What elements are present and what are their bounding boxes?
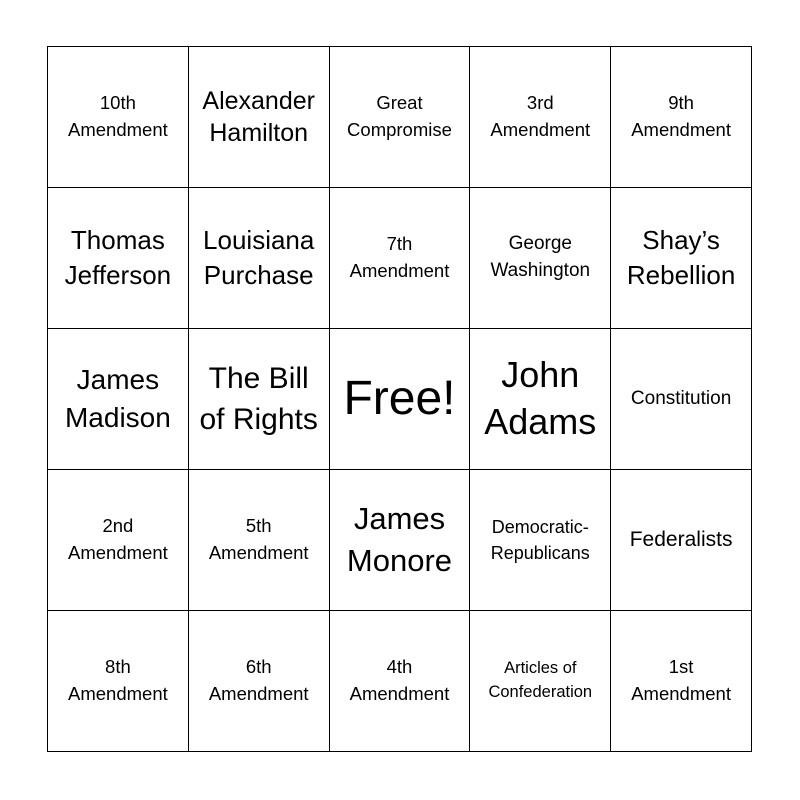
bingo-board	[47, 46, 752, 752]
bingo-cell[interactable]	[470, 188, 611, 329]
cell-label: 1st Amendment	[631, 656, 731, 704]
cell-label: The Bill of Rights	[199, 361, 318, 436]
cell-label: 5th Amendment	[208, 515, 309, 563]
cell-label: 3rd Amendment	[490, 92, 591, 140]
cell-label: 4th Amendment	[349, 656, 450, 704]
bingo-cell[interactable]	[48, 329, 189, 470]
cell-label: 10th Amendment	[68, 92, 168, 140]
bingo-cell[interactable]	[470, 611, 611, 752]
cell-label: 2nd Amendment	[68, 515, 168, 563]
cell-label: Alexander Hamilton	[202, 86, 315, 147]
cell-label: Louisiana Purchase	[203, 224, 315, 290]
cell-label: Constitution	[630, 387, 732, 409]
bingo-cell[interactable]	[48, 470, 189, 611]
bingo-cell[interactable]	[189, 188, 330, 329]
free-label: Free!	[343, 371, 456, 425]
bingo-cell[interactable]	[330, 470, 471, 611]
cell-label: Shay’s Rebellion	[626, 224, 736, 290]
bingo-cell[interactable]	[189, 47, 330, 188]
bingo-cell[interactable]	[611, 329, 752, 470]
bingo-cell[interactable]	[611, 611, 752, 752]
free-space[interactable]	[330, 329, 471, 470]
bingo-cell[interactable]	[330, 611, 471, 752]
bingo-cell[interactable]	[470, 329, 611, 470]
cell-label: Articles of Confederation	[488, 659, 593, 701]
cell-label: Thomas Jefferson	[64, 224, 172, 290]
bingo-cell[interactable]	[611, 470, 752, 611]
bingo-cell[interactable]	[48, 611, 189, 752]
bingo-cell[interactable]	[189, 470, 330, 611]
bingo-cell[interactable]	[48, 188, 189, 329]
bingo-cell[interactable]	[611, 188, 752, 329]
bingo-cell[interactable]	[48, 47, 189, 188]
bingo-cell[interactable]	[330, 188, 471, 329]
bingo-cell[interactable]	[611, 47, 752, 188]
bingo-cell[interactable]	[470, 47, 611, 188]
cell-label: James Monore	[346, 501, 453, 578]
cell-label: 6th Amendment	[208, 656, 309, 704]
bingo-cell[interactable]	[189, 329, 330, 470]
cell-label: 9th Amendment	[631, 92, 731, 140]
cell-label: 7th Amendment	[349, 233, 450, 281]
cell-label: Democratic- Republicans	[490, 516, 590, 563]
cell-label: George Washington	[490, 233, 591, 281]
bingo-cell[interactable]	[330, 47, 471, 188]
bingo-cell[interactable]	[189, 611, 330, 752]
cell-label: Great Compromise	[347, 92, 452, 140]
cell-label: James Madison	[64, 364, 171, 433]
bingo-cell[interactable]	[470, 470, 611, 611]
cell-label: 8th Amendment	[68, 656, 168, 704]
cell-label: Federalists	[629, 528, 733, 552]
cell-label: John Adams	[484, 354, 597, 442]
